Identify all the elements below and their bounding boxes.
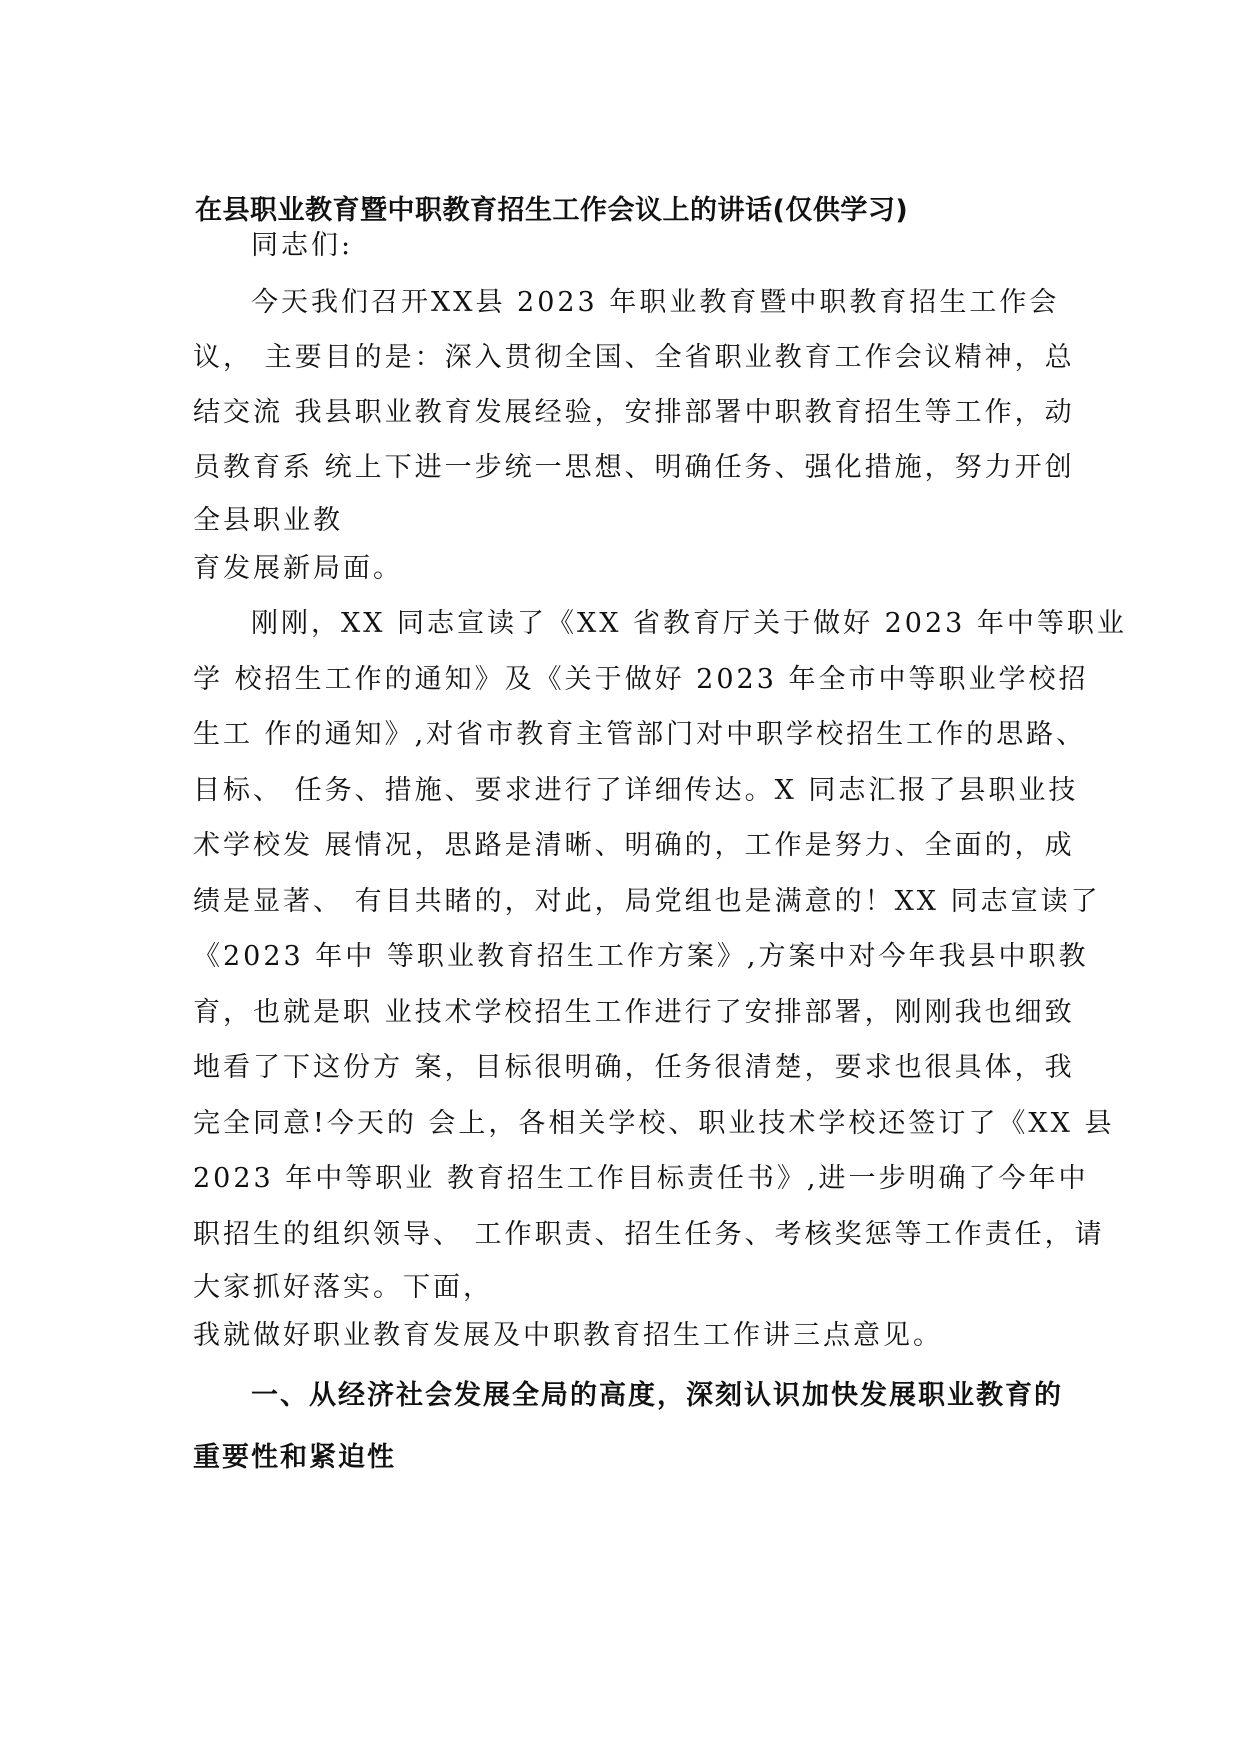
paragraph2-line: 生工 作的通知》,对省市教育主管部门对中职学校招生工作的思路、: [193, 719, 1087, 750]
paragraph2-line: 术学校发 展情况，思路是清晰、明确的，工作是努力、全面的，成: [193, 830, 1075, 861]
paragraph2-line: 育，也就是职 业技术学校招生工作进行了安排部署，刚刚我也细致: [193, 997, 1075, 1028]
paragraph2-line: 地看了下这份方 案，目标很明确，任务很清楚，要求也很具体，我: [193, 1052, 1075, 1083]
paragraph2-line: 刚刚，XX 同志宣读了《XX 省教育厅关于做好 2023 年中等职业: [251, 608, 1127, 639]
paragraph2-line: 大家抓好落实。下面，: [193, 1272, 493, 1303]
paragraph1-line: 议， 主要目的是：深入贯彻全国、全省职业教育工作会议精神，总: [193, 342, 1075, 373]
paragraph2-line: 《2023 年中 等职业教育招生工作方案》,方案中对今年我县中职教: [193, 941, 1089, 972]
paragraph2-line: 目标、 任务、措施、要求进行了详细传达。X 同志汇报了县职业技: [193, 775, 1079, 806]
paragraph1-line: 育发展新局面。: [193, 553, 403, 584]
section-heading: 重要性和紧迫性: [193, 1442, 396, 1473]
paragraph2-line: 学 校招生工作的通知》及《关于做好 2023 年全市中等职业学校招: [193, 664, 1089, 695]
paragraph2-line: 绩是显著、 有目共睹的，对此，局党组也是满意的！XX 同志宣读了: [193, 886, 1101, 917]
paragraph2-line: 完全同意!今天的 会上，各相关学校、职业技术学校还签订了《XX 县: [193, 1108, 1115, 1139]
section-heading: 一、从经济社会发展全局的高度，深刻认识加快发展职业教育的: [251, 1380, 1063, 1411]
document-title: 在县职业教育暨中职教育招生工作会议上的讲话(仅供学习): [195, 195, 909, 226]
paragraph2-line: 职招生的组织领导、 工作职责、招生任务、考核奖惩等工作责任，请: [193, 1219, 1105, 1250]
paragraph1-line: 员教育系 统上下进一步统一思想、明确任务、强化措施，努力开创: [193, 452, 1075, 483]
paragraph1-line: 结交流 我县职业教育发展经验，安排部署中职教育招生等工作，动: [193, 397, 1075, 428]
paragraph2-line: 2023 年中等职业 教育招生工作目标责任书》,进一步明确了今年中: [193, 1163, 1089, 1194]
paragraph1-line: 今天我们召开XX县 2023 年职业教育暨中职教育招生工作会: [251, 287, 1060, 318]
paragraph1-line: 全县职业教: [193, 505, 343, 536]
paragraph2-line: 我就做好职业教育发展及中职教育招生工作讲三点意见。: [193, 1320, 943, 1351]
greeting: 同志们:: [251, 230, 354, 261]
